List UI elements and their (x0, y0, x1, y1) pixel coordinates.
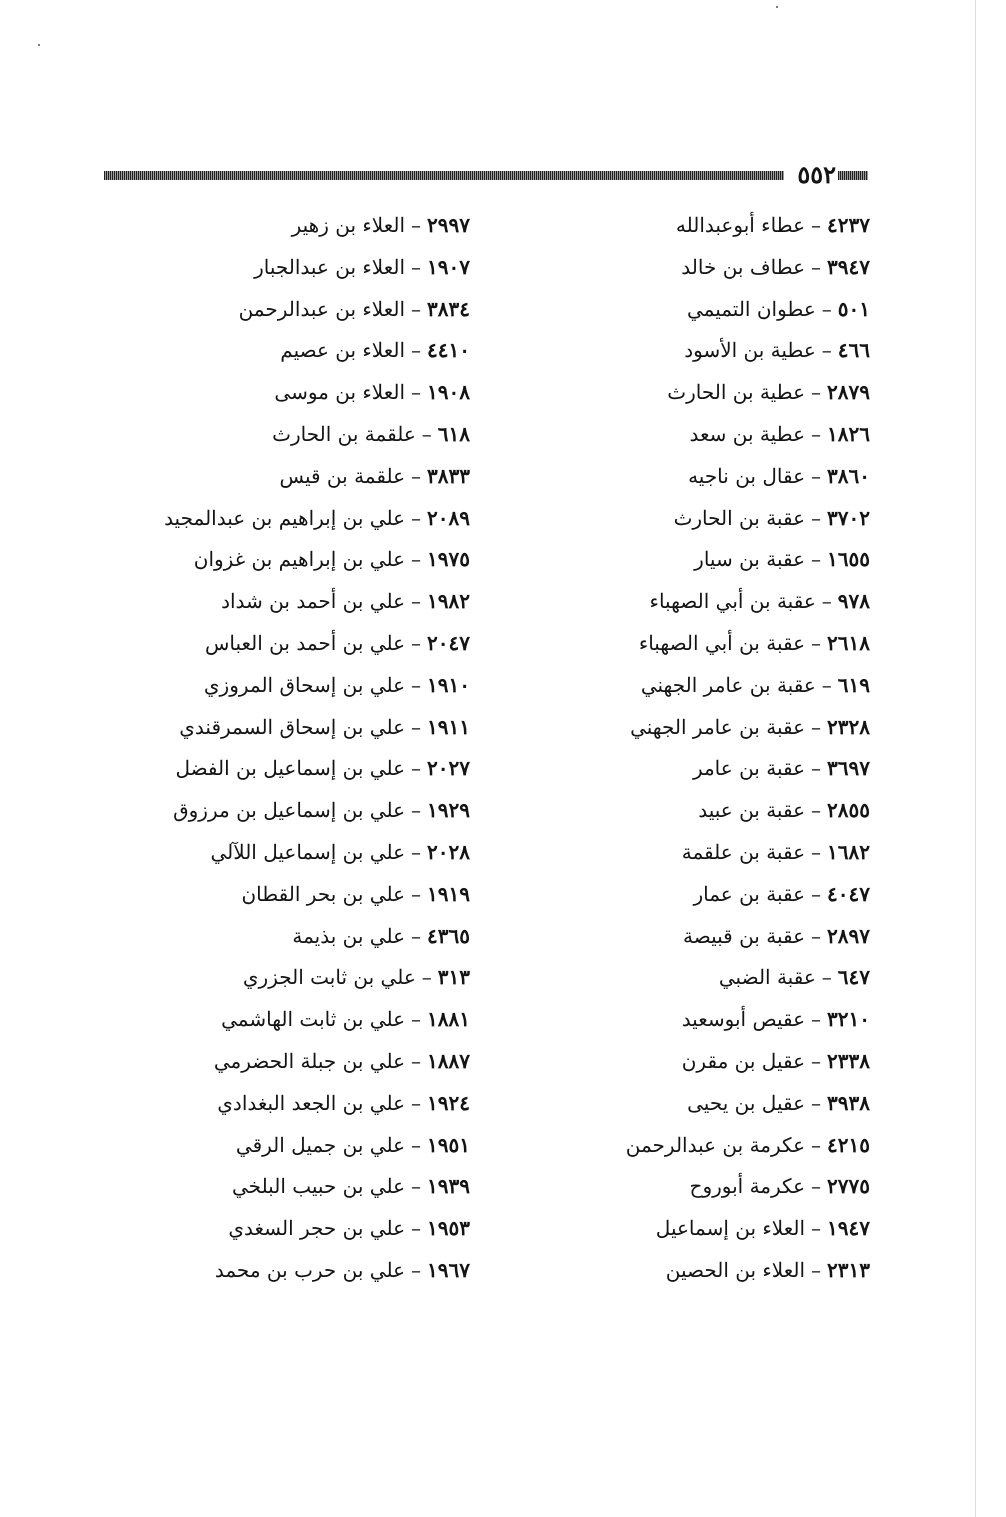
index-entry (570, 414, 870, 456)
entry-name: العلاء بن الحصين (665, 1257, 806, 1282)
entry-number: ٣٦٩٧ (827, 756, 870, 781)
entry-dash: – (411, 1048, 422, 1073)
index-entry (130, 205, 470, 247)
entry-number: ٢٠٤٧ (427, 630, 470, 655)
entry-name: العلاء بن زهير (291, 213, 406, 237)
entry-name: عكرمة بن عبدالرحمن (625, 1132, 806, 1157)
entry-number: ٢٣١٣ (827, 1257, 870, 1282)
index-entry (130, 289, 470, 331)
entry-dash: – (411, 672, 422, 697)
entry-number: ٥٠١ (837, 296, 870, 321)
entry-number: ١٨٢٦ (827, 421, 870, 446)
entry-dash: – (821, 672, 832, 697)
entry-number: ٤٢١٥ (827, 1132, 870, 1157)
index-entry (130, 539, 470, 581)
entry-dash: – (421, 965, 432, 990)
entry-dash: – (411, 296, 422, 321)
entry-name: عطية بن سعد (689, 421, 806, 446)
entry-number: ١٩١١ (427, 714, 470, 739)
header-rule (104, 171, 784, 180)
entry-name: عقبة بن عامر الجهني (640, 672, 816, 697)
index-entry (570, 790, 870, 832)
entry-dash: – (411, 839, 422, 864)
index-entry (570, 372, 870, 414)
entry-name: عطاف بن خالد (681, 254, 806, 279)
index-entry (130, 1083, 470, 1125)
index-entry (570, 1208, 870, 1250)
entry-number: ٢٨٧٩ (827, 380, 870, 405)
entry-number: ١٩٥٣ (427, 1216, 470, 1241)
entry-name: عقبة بن أبي الصهباء (638, 630, 806, 655)
entry-dash: – (411, 923, 422, 948)
entry-number: ١٩٧٥ (427, 547, 470, 572)
index-entry (570, 957, 870, 999)
index-entry (130, 456, 470, 498)
index-entry (130, 999, 470, 1041)
index-entry (130, 581, 470, 623)
entry-name: العلاء بن إسماعيل (655, 1216, 806, 1241)
entry-number: ١٩٤٧ (827, 1216, 870, 1241)
entry-name: عقال بن ناجيه (688, 463, 806, 488)
index-entry (570, 456, 870, 498)
index-entry (130, 665, 470, 707)
entry-number: ٢٨٥٥ (827, 798, 870, 823)
entry-dash: – (821, 589, 832, 614)
entry-name: عقيل بن يحيى (687, 1090, 806, 1115)
entry-number: ١٩٠٧ (427, 254, 470, 279)
index-entry (570, 874, 870, 916)
entry-name: عطوان التميمي (686, 296, 816, 321)
entry-name: عطية بن الحارث (667, 380, 806, 405)
entry-name: عقبة بن أبي الصهباء (649, 589, 816, 614)
entry-dash: – (821, 338, 832, 363)
entry-number: ١٩٢٩ (427, 798, 470, 823)
entry-number: ١٩٠٨ (427, 380, 470, 405)
index-entry (130, 1041, 470, 1083)
entry-name: علي بن حبيب البلخي (231, 1174, 406, 1199)
entry-number: ٤٤١٠ (427, 338, 470, 363)
index-entry (130, 790, 470, 832)
entry-number: ٢٣٣٨ (827, 1048, 870, 1073)
entry-dash: – (411, 1007, 422, 1032)
entry-number: ١٨٨١ (427, 1007, 470, 1032)
index-entry (130, 330, 470, 372)
page-number: ٥٥٢ (797, 160, 836, 189)
entry-dash: – (411, 213, 422, 237)
entry-name: علي بن حرب بن محمد (214, 1257, 406, 1282)
entry-number: ٣٩٤٧ (827, 254, 870, 279)
index-entry (570, 205, 870, 247)
entry-name: علي بن ثابت الهاشمي (221, 1007, 406, 1032)
index-entry (130, 498, 470, 540)
page-header (104, 160, 868, 189)
entry-name: عقبة بن عمار (693, 881, 806, 906)
entry-name: عقبة بن سيار (694, 547, 806, 572)
entry-name: عقبة بن عبيد (698, 798, 806, 823)
entry-name: عطاء أبوعبدالله (675, 213, 806, 237)
entry-name: عكرمة أبوروح (689, 1174, 806, 1199)
entry-number: ٦١٨ (437, 421, 470, 446)
entry-dash: – (411, 881, 422, 906)
entry-name: عطية بن الأسود (684, 338, 816, 363)
index-entry (130, 1125, 470, 1167)
entry-dash: – (811, 547, 822, 572)
entry-name: علي بن جميل الرقي (235, 1132, 406, 1157)
entry-number: ٢٩٩٧ (427, 213, 470, 237)
entry-name: عقبة بن عامر الجهني (630, 714, 806, 739)
entry-number: ٣٩٣٨ (827, 1090, 870, 1115)
entry-dash: – (411, 756, 422, 781)
index-entry (130, 748, 470, 790)
header-rule-end (838, 171, 868, 180)
entry-dash: – (811, 1257, 822, 1282)
page-edge-line (975, 0, 976, 1517)
entry-name: علي بن ثابت الجزري (242, 965, 416, 990)
index-column-right (570, 205, 870, 1292)
index-entry (130, 874, 470, 916)
index-entry (130, 707, 470, 749)
entry-dash: – (811, 213, 822, 237)
entry-number: ١٩٥١ (427, 1132, 470, 1157)
entry-dash: – (411, 714, 422, 739)
entry-number: ٦١٩ (837, 672, 870, 697)
entry-number: ١٩٣٩ (427, 1174, 470, 1199)
entry-dash: – (811, 1216, 822, 1241)
entry-number: ١٩٢٤ (427, 1090, 470, 1115)
index-entry (570, 330, 870, 372)
entry-dash: – (421, 421, 432, 446)
entry-number: ٢٦١٨ (827, 630, 870, 655)
entry-name: عقبة بن علقمة (681, 839, 806, 864)
entry-number: ٣٨٣٣ (427, 463, 470, 488)
index-entry (570, 1166, 870, 1208)
entry-name: علي بن بذيمة (292, 923, 406, 948)
entry-name: علقمة بن الحارث (272, 421, 416, 446)
scan-speck (776, 6, 778, 8)
entry-name: علي بن إسماعيل بن الفضل (175, 756, 406, 781)
index-entry (570, 539, 870, 581)
entry-name: علي بن أحمد بن شداد (221, 589, 406, 614)
index-entry (570, 1250, 870, 1292)
entry-name: علي بن أحمد بن العباس (204, 630, 406, 655)
index-entry (570, 1083, 870, 1125)
entry-dash: – (411, 1090, 422, 1115)
entry-dash: – (811, 1048, 822, 1073)
index-entry (570, 581, 870, 623)
entry-dash: – (411, 1257, 422, 1282)
entry-dash: – (411, 1132, 422, 1157)
entry-name: عقيل بن مقرن (681, 1048, 806, 1073)
entry-number: ١٩١٠ (427, 672, 470, 697)
entry-dash: – (411, 254, 422, 279)
scan-speck (38, 44, 40, 46)
entry-number: ٤٢٣٧ (827, 213, 870, 237)
index-entry (130, 957, 470, 999)
index-entry (130, 832, 470, 874)
entry-dash: – (811, 1174, 822, 1199)
entry-number: ٣٧٠٢ (827, 505, 870, 530)
entry-dash: – (811, 505, 822, 530)
entry-name: العلاء بن عبدالجبار (254, 254, 406, 279)
entry-name: العلاء بن عبدالرحمن (238, 296, 406, 321)
entry-dash: – (811, 421, 822, 446)
index-entry (130, 1250, 470, 1292)
entry-name: علي بن جبلة الحضرمي (213, 1048, 406, 1073)
entry-dash: – (411, 1216, 422, 1241)
entry-dash: – (811, 923, 822, 948)
entry-name: عقبة بن الحارث (673, 505, 806, 530)
index-entry (130, 1166, 470, 1208)
index-entry (570, 748, 870, 790)
entry-number: ٤٣٦٥ (427, 923, 470, 948)
entry-number: ٢٧٧٥ (827, 1174, 870, 1199)
index-entry (570, 623, 870, 665)
entry-number: ١٨٨٧ (427, 1048, 470, 1073)
entry-dash: – (811, 839, 822, 864)
entry-number: ٩٧٨ (837, 589, 870, 614)
index-entry (130, 1208, 470, 1250)
index-entry (570, 832, 870, 874)
index-entry (570, 247, 870, 289)
entry-name: علي بن حجر السغدي (228, 1216, 406, 1241)
entry-number: ١٩٨٢ (427, 589, 470, 614)
entry-name: عقبة بن قبيصة (683, 923, 806, 948)
index-entry (570, 1125, 870, 1167)
entry-dash: – (411, 630, 422, 655)
entry-number: ١٩٦٧ (427, 1257, 470, 1282)
entry-name: علي بن الجعد البغدادي (217, 1090, 406, 1115)
entry-number: ٢٨٩٧ (827, 923, 870, 948)
index-entry (130, 623, 470, 665)
index-entry (130, 247, 470, 289)
entry-dash: – (411, 798, 422, 823)
entry-number: ٣٨٦٠ (827, 463, 870, 488)
entry-dash: – (811, 380, 822, 405)
entry-name: علي بن إسماعيل بن مرزوق (173, 798, 406, 823)
entry-dash: – (411, 463, 422, 488)
index-entry (570, 916, 870, 958)
entry-number: ٢٣٢٨ (827, 714, 870, 739)
entry-dash: – (411, 505, 422, 530)
entry-number: ٢٠٨٩ (427, 505, 470, 530)
index-entry (570, 999, 870, 1041)
entry-number: ٤٠٤٧ (827, 881, 870, 906)
entry-name: علي بن إبراهيم بن غزوان (193, 547, 406, 572)
index-entry (570, 707, 870, 749)
entry-dash: – (821, 965, 832, 990)
entry-dash: – (811, 463, 822, 488)
entry-name: عقبة بن عامر (692, 756, 806, 781)
entry-number: ٢٠٢٧ (427, 756, 470, 781)
entry-dash: – (811, 254, 822, 279)
entry-dash: – (811, 881, 822, 906)
index-column-left (130, 205, 470, 1292)
entry-dash: – (411, 589, 422, 614)
entry-number: ١٦٨٢ (827, 839, 870, 864)
entry-name: العلاء بن موسى (274, 380, 406, 405)
entry-name: العلاء بن عصيم (280, 338, 406, 363)
entry-number: ١٩١٩ (427, 881, 470, 906)
entry-number: ٣٢١٠ (827, 1007, 870, 1032)
entry-name: عقبة الضبي (718, 965, 816, 990)
entry-number: ٦٤٧ (837, 965, 870, 990)
entry-number: ٣٨٣٤ (427, 296, 470, 321)
index-entry (130, 414, 470, 456)
index-entry (130, 916, 470, 958)
index-entry (570, 289, 870, 331)
entry-number: ١٦٥٥ (827, 547, 870, 572)
index-entry (570, 1041, 870, 1083)
entry-dash: – (811, 756, 822, 781)
entry-dash: – (811, 630, 822, 655)
index-entry (570, 665, 870, 707)
entry-name: علقمة بن قيس (279, 463, 406, 488)
entry-dash: – (821, 296, 832, 321)
index-entry (570, 498, 870, 540)
entry-dash: – (811, 1090, 822, 1115)
entry-dash: – (411, 380, 422, 405)
index-entry (130, 372, 470, 414)
entry-name: علي بن إسماعيل اللآلي (210, 839, 406, 864)
entry-dash: – (811, 714, 822, 739)
entry-name: عقيص أبوسعيد (681, 1007, 806, 1032)
entry-dash: – (811, 1007, 822, 1032)
entry-name: علي بن إبراهيم بن عبدالمجيد (164, 505, 406, 530)
entry-name: علي بن بحر القطان (241, 881, 406, 906)
entry-dash: – (411, 1174, 422, 1199)
entry-number: ٤٦٦ (837, 338, 870, 363)
entry-number: ٣١٣ (437, 965, 470, 990)
entry-number: ٢٠٢٨ (427, 839, 470, 864)
entry-dash: – (411, 547, 422, 572)
entry-dash: – (411, 338, 422, 363)
entry-dash: – (811, 1132, 822, 1157)
entry-name: علي بن إسحاق المروزي (203, 672, 406, 697)
entry-name: علي بن إسحاق السمرقندي (179, 714, 406, 739)
entry-dash: – (811, 798, 822, 823)
